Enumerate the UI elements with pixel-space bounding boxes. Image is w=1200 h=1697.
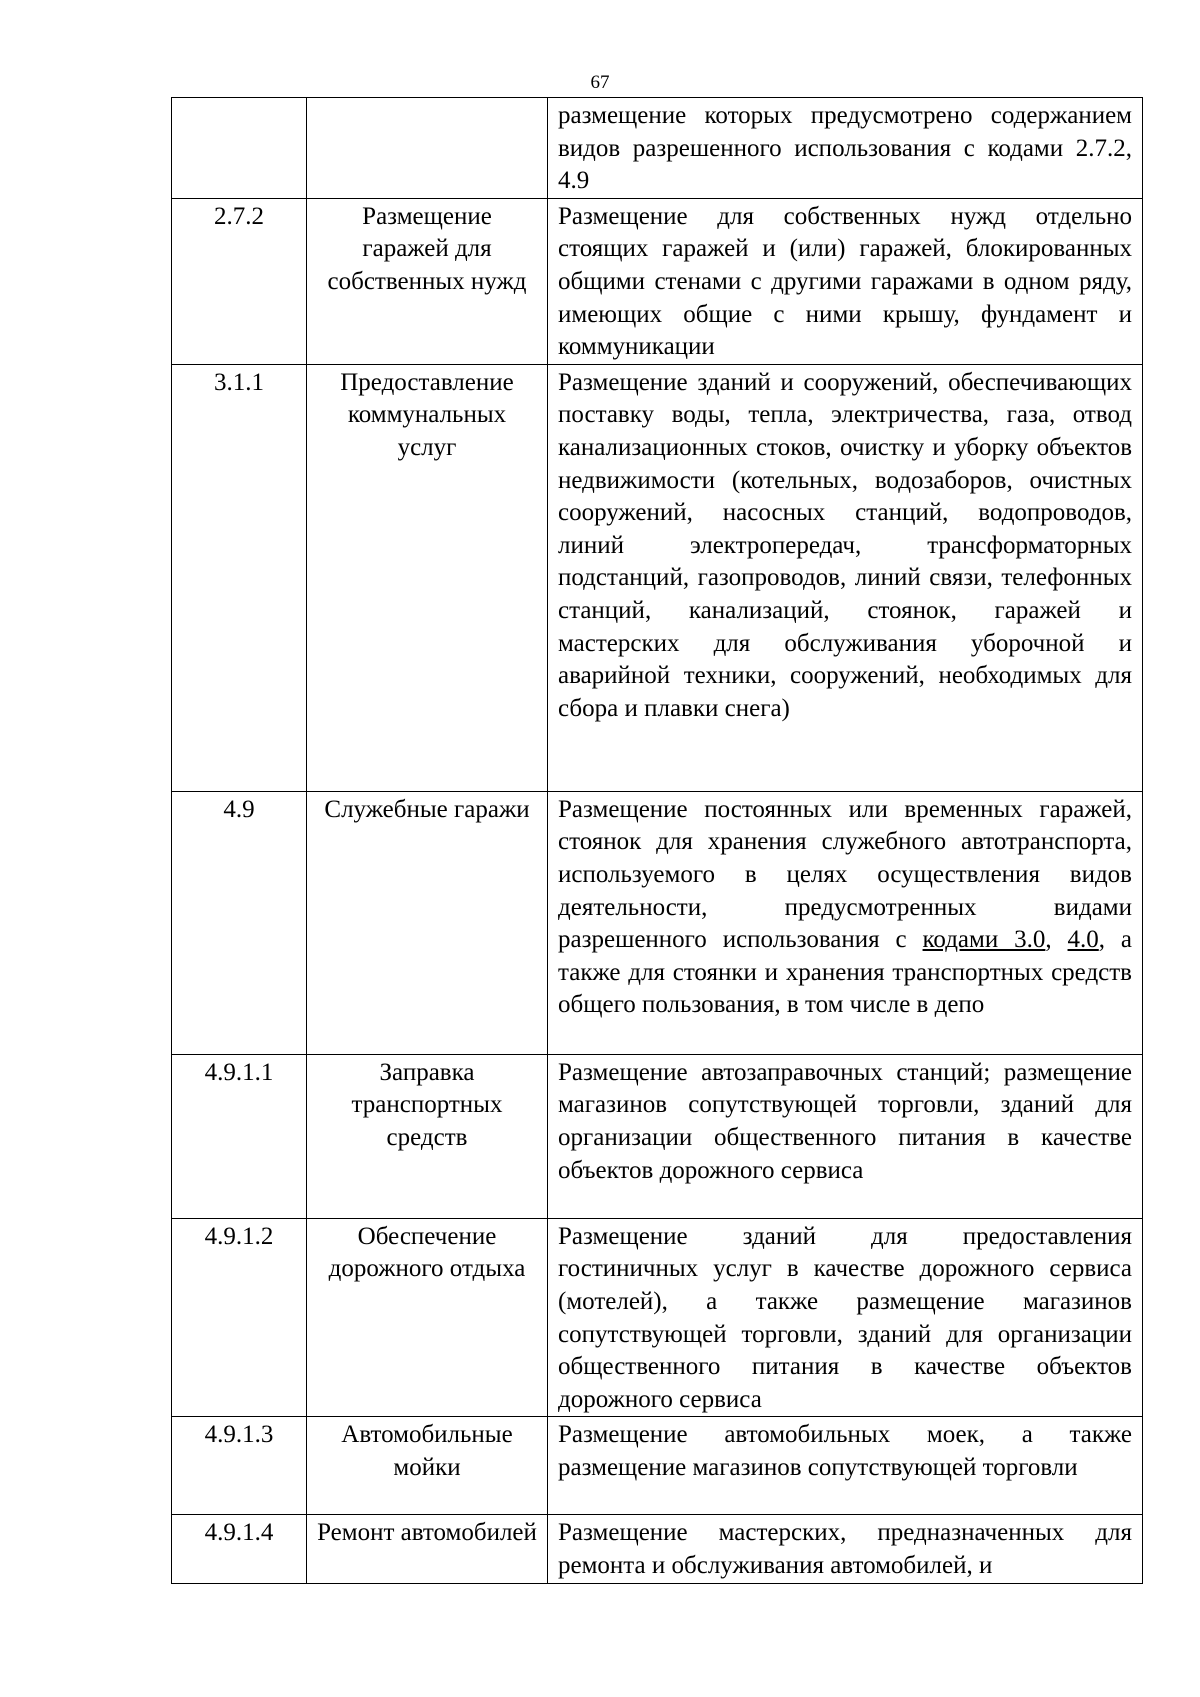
- description-text: Размещение постоянных или временных гаражей, стоянок для хранения служебного автотранспорта, используемого в целях осуществления видов деятельности, предусмотренных видами разрешенного использования с: [558, 795, 1132, 954]
- description-cell: размещение которых предусмотрено содержанием видов разрешенного использования с кодами 2.7.2, 4.9: [548, 98, 1143, 199]
- name-cell: Обеспечение дорожного отдыха: [307, 1218, 548, 1417]
- description-cell: Размещение зданий и сооружений, обеспечивающих поставку воды, тепла, электричества, газа, отвод канализационных стоков, очистку и уборку объектов недвижимости (котельных, водозаборов, очистных сооружений, насосных станций, водопроводов, линий электропередач, трансформаторных подстанций, газопроводов, линий связи, телефонных станций, канализаций, стоянок, гаражей и мастерских для обслуживания уборочной и аварийной техники, сооружений, необходимых для сбора и плавки снега): [548, 364, 1143, 791]
- name-cell: Ремонт автомобилей: [307, 1515, 548, 1583]
- table-row: [172, 1054, 1143, 1218]
- code-link-4-0[interactable]: 4.0: [1067, 926, 1099, 954]
- description-cell: Размещение автомобильных моек, а также размещение магазинов сопутствующей торговли: [548, 1417, 1143, 1515]
- name-cell: Размещение гаражей для собственных нужд: [307, 198, 548, 364]
- code-cell: [172, 98, 307, 199]
- description-cell: Размещение для собственных нужд отдельно стоящих гаражей и (или) гаражей, блокированных общими стенами с другими гаражами в одном ряду, имеющих общие с ними крышу, фундамент и коммуникации: [548, 198, 1143, 364]
- land-use-table: [171, 97, 1143, 1584]
- table-row: [172, 98, 1143, 199]
- code-cell: 4.9.1.2: [172, 1218, 307, 1417]
- name-cell: Автомобильные мойки: [307, 1417, 548, 1515]
- description-text: , а также для стоянки и хранения транспортных средств общего пользования, в том числе в депо: [558, 926, 1133, 1019]
- description-cell: [548, 791, 1143, 1054]
- code-cell: 3.1.1: [172, 364, 307, 791]
- description-text: ,: [1045, 926, 1068, 954]
- table-row: [172, 1417, 1143, 1515]
- table-row: [172, 791, 1143, 1054]
- name-cell: [307, 98, 548, 199]
- name-cell: Предоставление коммунальных услуг: [307, 364, 548, 791]
- description-cell: Размещение автозаправочных станций; размещение магазинов сопутствующей торговли, зданий для организации общественного питания в качестве объектов дорожного сервиса: [548, 1054, 1143, 1218]
- code-cell: 4.9.1.4: [172, 1515, 307, 1583]
- code-link-3-0[interactable]: кодами 3.0: [922, 926, 1046, 954]
- name-cell: Служебные гаражи: [307, 791, 548, 1054]
- table-row: [172, 198, 1143, 364]
- code-cell: 4.9.1.3: [172, 1417, 307, 1515]
- table-row: [172, 1515, 1143, 1583]
- code-cell: 4.9: [172, 791, 307, 1054]
- table-row: [172, 1218, 1143, 1417]
- table-row: [172, 364, 1143, 791]
- name-cell: Заправка транспортных средств: [307, 1054, 548, 1218]
- page-number: 67: [590, 72, 610, 93]
- code-cell: 4.9.1.1: [172, 1054, 307, 1218]
- description-cell: Размещение мастерских, предназначенных для ремонта и обслуживания автомобилей, и: [548, 1515, 1143, 1583]
- description-cell: Размещение зданий для предоставления гостиничных услуг в качестве дорожного сервиса (мотелей), а также размещение магазинов сопутствующей торговли, зданий для организации общественного питания в качестве объектов дорожного сервиса: [548, 1218, 1143, 1417]
- code-cell: 2.7.2: [172, 198, 307, 364]
